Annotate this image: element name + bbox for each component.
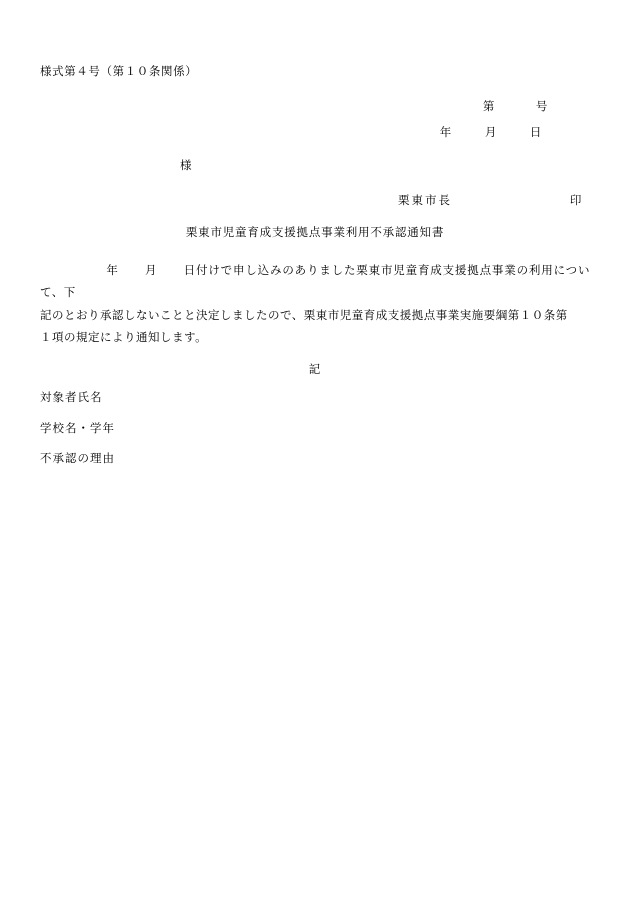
document-number-row xyxy=(40,101,590,114)
document-title: 栗東市児童育成支援拠点事業利用不承認通知書 xyxy=(185,227,445,240)
body-text-line-1: 日付けで申し込みのありました栗東市児童育成支援拠点事業の利用について、下 xyxy=(40,264,591,300)
body-text-line-3: １項の規定により通知します。 xyxy=(40,332,208,345)
document-number-suffix: 号 xyxy=(535,100,548,113)
form-number: 様式第４号（第１０条関係） xyxy=(40,66,198,78)
body-paragraph xyxy=(40,260,590,350)
addressee-honorific: 様 xyxy=(180,159,193,172)
issuer-name: 栗東市長 xyxy=(398,194,452,207)
body-date-year: 年 xyxy=(106,264,119,277)
issuer-row xyxy=(40,195,590,208)
body-date-month: 月 xyxy=(144,264,158,277)
issue-date-day: 日 xyxy=(529,127,542,140)
seal-icon: 印 xyxy=(569,194,582,207)
issue-date-row xyxy=(40,127,590,140)
field-school-grade: 学校名・学年 xyxy=(40,422,115,435)
body-text-line-2: 記のとおり承認しないことと決定しましたので、栗東市児童育成支援拠点事業実施要綱第１０条第 xyxy=(40,309,568,322)
issue-date-year: 年 xyxy=(439,127,452,140)
addressee-row xyxy=(40,160,590,173)
issue-date-month: 月 xyxy=(484,127,497,140)
field-target-name: 対象者氏名 xyxy=(40,392,103,405)
field-reason: 不承認の理由 xyxy=(40,453,115,466)
ki-heading: 記 xyxy=(308,363,322,376)
document-number-label: 第 xyxy=(482,100,495,113)
